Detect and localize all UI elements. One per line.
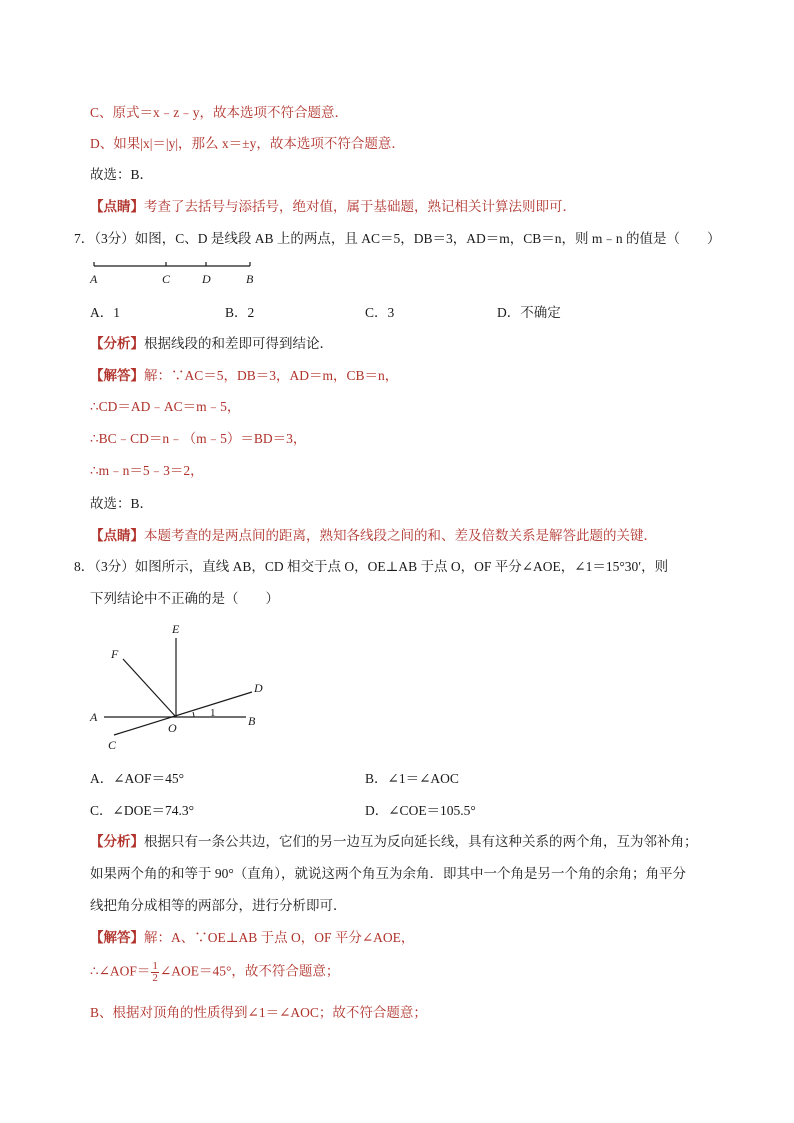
point-label-o: O <box>168 721 177 735</box>
q8-stem-line-1: 8．（3分）如图所示，直线 AB，CD 相交于点 O，OE⊥AB 于点 O，OF 平分∠AOE，∠1＝15°30′，则 <box>74 559 669 574</box>
prev-comment <box>90 198 576 216</box>
point-label-a: A <box>90 272 98 286</box>
q8-analysis-line-2: 如果两个角的和等于 90°（直角），就说这两个角互为余角．即其中一个角是另一个角的余角；角平分 <box>90 866 687 881</box>
q7-comment <box>90 527 657 545</box>
q7-answer-line-4: ∴m﹣n＝5﹣3＝2， <box>90 463 204 478</box>
q7-option-c: C．3 <box>365 305 395 320</box>
q7-option-d: D．不确定 <box>497 305 561 320</box>
point-label-a: A <box>90 710 98 724</box>
q8-option-b: B．∠1＝∠AOC <box>365 771 459 786</box>
point-label-d: D <box>254 681 263 695</box>
answer-tag: 【解答】 <box>90 368 144 383</box>
q7-analysis <box>90 335 333 353</box>
comment-text: 本题考查的是两点间的距离，熟知各线段之间的和、差及倍数关系是解答此题的关键． <box>144 528 657 543</box>
q8-option-c: C．∠DOE＝74.3° <box>90 803 195 818</box>
angle-1-label: 1 <box>210 707 216 719</box>
q8-analysis-line-1 <box>90 833 698 851</box>
q7-choose-text: 故选：B． <box>90 496 154 511</box>
point-label-b: B <box>246 272 254 286</box>
answer-line2-suffix: ∠AOE＝45°，故不符合题意； <box>159 963 340 979</box>
q7-option-a: A．1 <box>90 305 120 320</box>
prev-option-c-text: C、原式＝x﹣z﹣y，故本选项不符合题意． <box>90 105 348 120</box>
point-label-c: C <box>108 738 117 752</box>
fraction-half <box>151 961 159 984</box>
comment-tag: 【点睛】 <box>90 199 144 214</box>
answer-text: 解：A、∵OE⊥AB 于点 O，OF 平分∠AOE， <box>144 930 415 945</box>
ray-of <box>123 659 176 717</box>
q8-option-a: A．∠AOF＝45° <box>90 771 184 786</box>
q7-answer-line-3: ∴BC﹣CD＝n﹣（m﹣5）＝BD＝3， <box>90 431 307 446</box>
point-label-f: F <box>111 647 119 661</box>
answer-tag: 【解答】 <box>90 930 144 945</box>
point-label-c: C <box>162 272 171 286</box>
fraction-denominator: 2 <box>152 972 158 984</box>
comment-tag: 【点睛】 <box>90 528 144 543</box>
prev-choose-text: 故选：B． <box>90 167 154 182</box>
answer-text: 解：∵AC＝5，DB＝3，AD＝m，CB＝n， <box>144 368 399 383</box>
q7-option-b: B．2 <box>225 305 255 320</box>
analysis-tag: 【分析】 <box>90 834 144 849</box>
q8-analysis-line-3: 线把角分成相等的两部分，进行分析即可． <box>90 898 347 913</box>
q7-segment-figure <box>86 258 266 290</box>
angle-1-arc <box>193 712 194 717</box>
analysis-text: 根据线段的和差即可得到结论． <box>144 336 333 351</box>
q8-answer-line-2 <box>90 961 339 984</box>
q7-answer-line-2: ∴CD＝AD﹣AC＝m﹣5， <box>90 399 241 414</box>
q8-answer-line-1 <box>90 929 414 947</box>
fraction-numerator: 1 <box>152 960 158 972</box>
q7-answer-line-1 <box>90 367 398 385</box>
point-label-e: E <box>172 622 180 636</box>
comment-text: 考查了去括号与添括号，绝对值，属于基础题，熟记相关计算法则即可． <box>144 199 576 214</box>
q7-stem: 7．（3分）如图，C、D 是线段 AB 上的两点，且 AC＝5，DB＝3，AD＝m，CB＝n，则 m﹣n 的值是（ ） <box>74 231 721 246</box>
q8-answer-line-3: B、根据对顶角的性质得到∠1＝∠AOC；故不符合题意； <box>90 1005 427 1020</box>
prev-option-d-text: D、如果|x|＝|y|，那么 x＝±y，故本选项不符合题意． <box>90 136 405 151</box>
line-cd <box>114 692 252 735</box>
analysis-text: 根据只有一条公共边，它们的另一边互为反向延长线，具有这种关系的两个角，互为邻补角； <box>144 834 698 849</box>
analysis-tag: 【分析】 <box>90 336 144 351</box>
q8-stem-line-2: 下列结论中不正确的是（ ） <box>90 591 279 606</box>
point-label-b: B <box>248 714 256 728</box>
answer-line2-prefix: ∴∠AOF＝ <box>90 963 151 979</box>
q8-option-d: D．∠COE＝105.5° <box>365 803 476 818</box>
q8-angle-figure <box>86 618 276 758</box>
point-label-d: D <box>202 272 211 286</box>
